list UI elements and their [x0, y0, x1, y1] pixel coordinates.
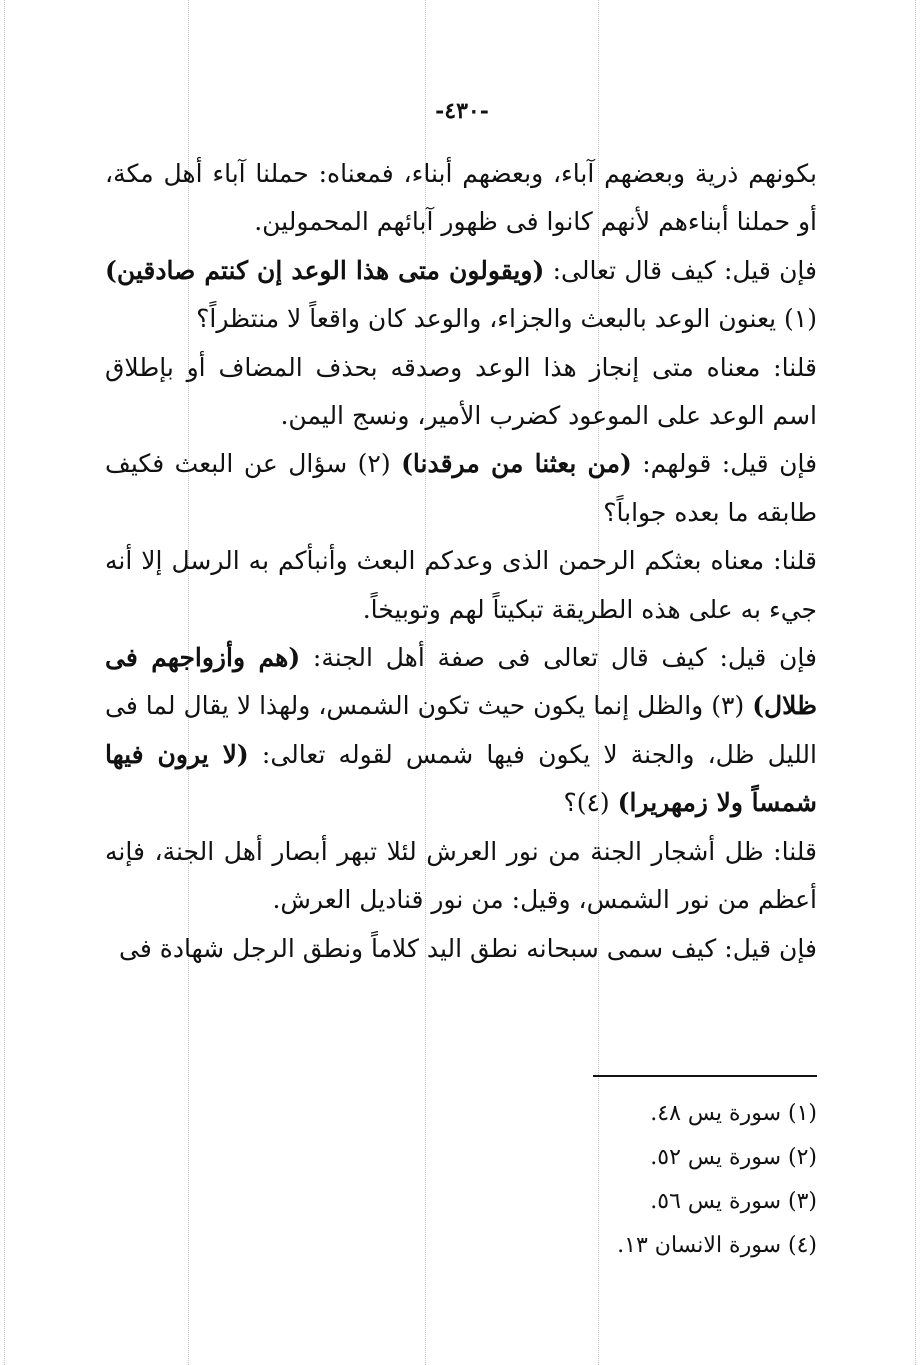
footnote-item: (١) سورة يس ٤٨. — [650, 1101, 817, 1126]
paragraph — [105, 150, 817, 247]
paragraph-text: قلنا: معناه متى إنجاز هذا الوعد وصدقه بحذف المضاف أو بإطلاق اسم الوعد على الموعود كضرب الأمير، ونسج اليمن. — [105, 352, 817, 431]
paragraph-text: (٢) سؤال عن البعث فكيف طابقه ما بعده جواباً؟ — [105, 449, 817, 527]
footnote-item: (٢) سورة يس ٥٢. — [650, 1145, 817, 1170]
quran-quote: (هم وأزواجهم فى ظلال) — [105, 643, 817, 721]
paragraph — [105, 344, 817, 441]
paragraph-text: قلنا: معناه بعثكم الرحمن الذى وعدكم البعث وأنبأكم به الرسل إلا أنه جيء به على هذه الطريقة تبكيتاً لهم وتوبيخاً. — [105, 546, 817, 624]
paragraph-text: فإن قيل: كيف سمى سبحانه نطق اليد كلاماً ونطق الرجل شهادة فى — [119, 933, 817, 963]
paragraph-text: (٣) والظل إنما يكون حيث تكون الشمس، ولهذا لا يقال لما فى الليل ظل، والجنة لا يكون فيها شمس لقوله تعالى: — [105, 691, 817, 769]
paragraph-text: فإن قيل: كيف قال تعالى: — [544, 255, 817, 285]
footnote-item: (٣) سورة يس ٥٦. — [650, 1189, 817, 1214]
paragraph — [105, 440, 817, 537]
scan-dotted-line-left — [4, 0, 5, 1365]
body-text — [105, 150, 817, 973]
page-number: -٤٣٠- — [435, 98, 489, 124]
paragraph — [105, 247, 817, 344]
paragraph-text: فإن قيل: كيف قال تعالى فى صفة أهل الجنة: — [300, 643, 817, 673]
paragraph-text: بكونهم ذرية وبعضهم آباء، وبعضهم أبناء، فمعناه: حملنا آباء أهل مكة، أو حملنا أبناءهم لأنهم كانوا فى ظهور آبائهم المحمولين. — [105, 159, 817, 237]
paragraph — [105, 828, 817, 925]
paragraph-text: (١) يعنون الوعد بالبعث والجزاء، والوعد كان واقعاً لا منتظراً؟ — [196, 304, 817, 334]
footnote-item: (٤) سورة الانسان ١٣. — [617, 1233, 817, 1258]
paragraph-text: فإن قيل: قولهم: — [631, 449, 818, 479]
paragraph — [105, 925, 817, 973]
paragraph — [105, 537, 817, 634]
quran-quote: (من بعثنا من مرقدنا) — [401, 449, 632, 479]
footnotes — [560, 1092, 817, 1268]
scan-dotted-line-right — [915, 0, 916, 1365]
paragraph-text: (٤)؟ — [563, 788, 618, 818]
paragraph-text: قلنا: ظل أشجار الجنة من نور العرش لئلا تبهر أبصار أهل الجنة، فإنه أعظم من نور الشمس، وقيل: من نور قناديل العرش. — [105, 836, 817, 915]
quran-quote: (لا يرون فيها شمساً ولا زمهريرا) — [105, 739, 817, 818]
quran-quote: (ويقولون متى هذا الوعد إن كنتم صادقين) — [105, 255, 545, 285]
footnote-divider — [593, 1075, 817, 1077]
paragraph — [105, 634, 817, 828]
